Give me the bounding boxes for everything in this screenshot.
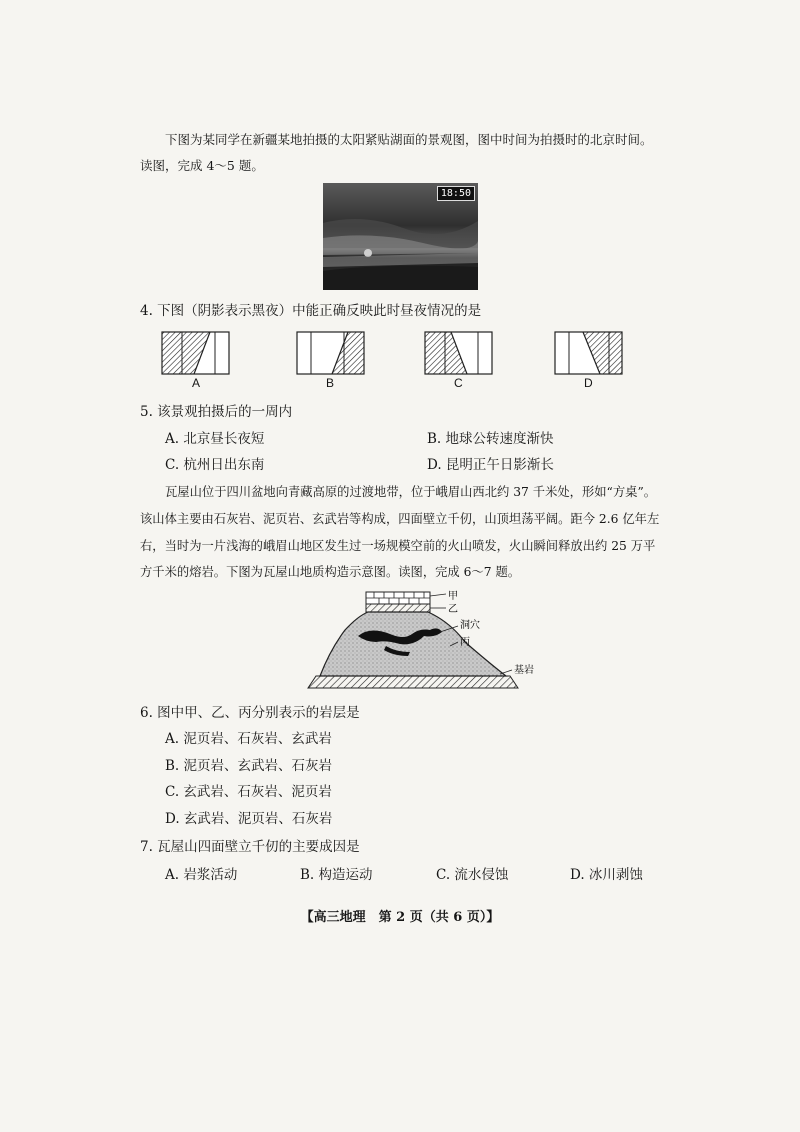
q6-option-b: B. 泥页岩、玄武岩、石灰岩: [165, 758, 333, 774]
q5-stem: 5. 该景观拍摄后的一周内: [140, 404, 293, 420]
intro1-line2: 读图，完成 4～5 题。: [140, 158, 264, 173]
q5-option-d: D. 昆明正午日影渐长: [427, 457, 554, 473]
intro2-line4: 方千米的熔岩。下图为瓦屋山地质构造示意图。读图，完成 6～7 题。: [140, 565, 521, 579]
q6-stem: 6. 图中甲、乙、丙分别表示的岩层是: [140, 705, 360, 721]
q7-option-d: D. 冰川剥蚀: [570, 867, 643, 883]
label-jia: 甲: [448, 591, 458, 602]
q4-label-a: A: [192, 376, 201, 390]
q7-stem: 7. 瓦屋山四面壁立千仞的主要成因是: [140, 839, 360, 855]
q5-option-c: C. 杭州日出东南: [165, 457, 265, 473]
intro2-line2: 该山体主要由石灰岩、泥页岩、玄武岩等构成，四面壁立千仞，山顶坦荡平阔。距今 2.6 亿年左: [140, 512, 660, 526]
diagram-a: [162, 332, 229, 374]
q5-option-a: A. 北京昼长夜短: [165, 431, 265, 447]
page-footer: 【高三地理 第 2 页（共 6 页）】: [300, 910, 500, 925]
diagram-c: [425, 332, 492, 374]
q4-stem: 4. 下图（阴影表示黑夜）中能正确反映此时昼夜情况的是: [140, 303, 482, 319]
shale-layer-yi: [366, 604, 430, 612]
q4-label-b: B: [326, 376, 335, 390]
photo-timestamp: 18:50: [437, 186, 475, 201]
q7-option-a: A. 岩浆活动: [165, 867, 238, 883]
sunset-lake-photo: [323, 183, 478, 290]
intro1-line1: 下图为某同学在新疆某地拍摄的太阳紧贴湖面的景观图，图中时间为拍摄时的北京时间。: [165, 132, 653, 147]
q4-label-d: D: [584, 376, 593, 390]
q4-label-c: C: [454, 376, 463, 390]
q6-option-a: A. 泥页岩、石灰岩、玄武岩: [165, 731, 332, 747]
label-cave: 洞穴: [460, 620, 480, 631]
label-bing: 丙: [460, 637, 470, 648]
label-bedrock: 基岩: [514, 665, 534, 676]
q5-option-b: B. 地球公转速度渐快: [427, 431, 554, 447]
q6-option-c: C. 玄武岩、石灰岩、泥页岩: [165, 784, 332, 800]
q7-option-c: C. 流水侵蚀: [436, 867, 509, 883]
q4-day-night-diagrams: [160, 330, 640, 380]
intro2-line1: 瓦屋山位于四川盆地向青藏高原的过渡地带，位于峨眉山西北约 37 千米处，形如“方桌”。: [165, 485, 657, 499]
wawu-geology-diagram: [300, 590, 550, 696]
q6-option-d: D. 玄武岩、泥页岩、石灰岩: [165, 811, 333, 827]
q7-option-b: B. 构造运动: [300, 867, 373, 883]
intro2-line3: 右，当时为一片浅海的峨眉山地区发生过一场规模空前的火山喷发，火山瞬间释放出约 25 万平: [140, 539, 656, 553]
bedrock-layer: [308, 676, 518, 688]
limestone-layer-jia: [366, 592, 430, 604]
diagram-b: [297, 332, 364, 374]
label-yi: 乙: [448, 604, 458, 615]
diagram-d: [555, 332, 622, 374]
